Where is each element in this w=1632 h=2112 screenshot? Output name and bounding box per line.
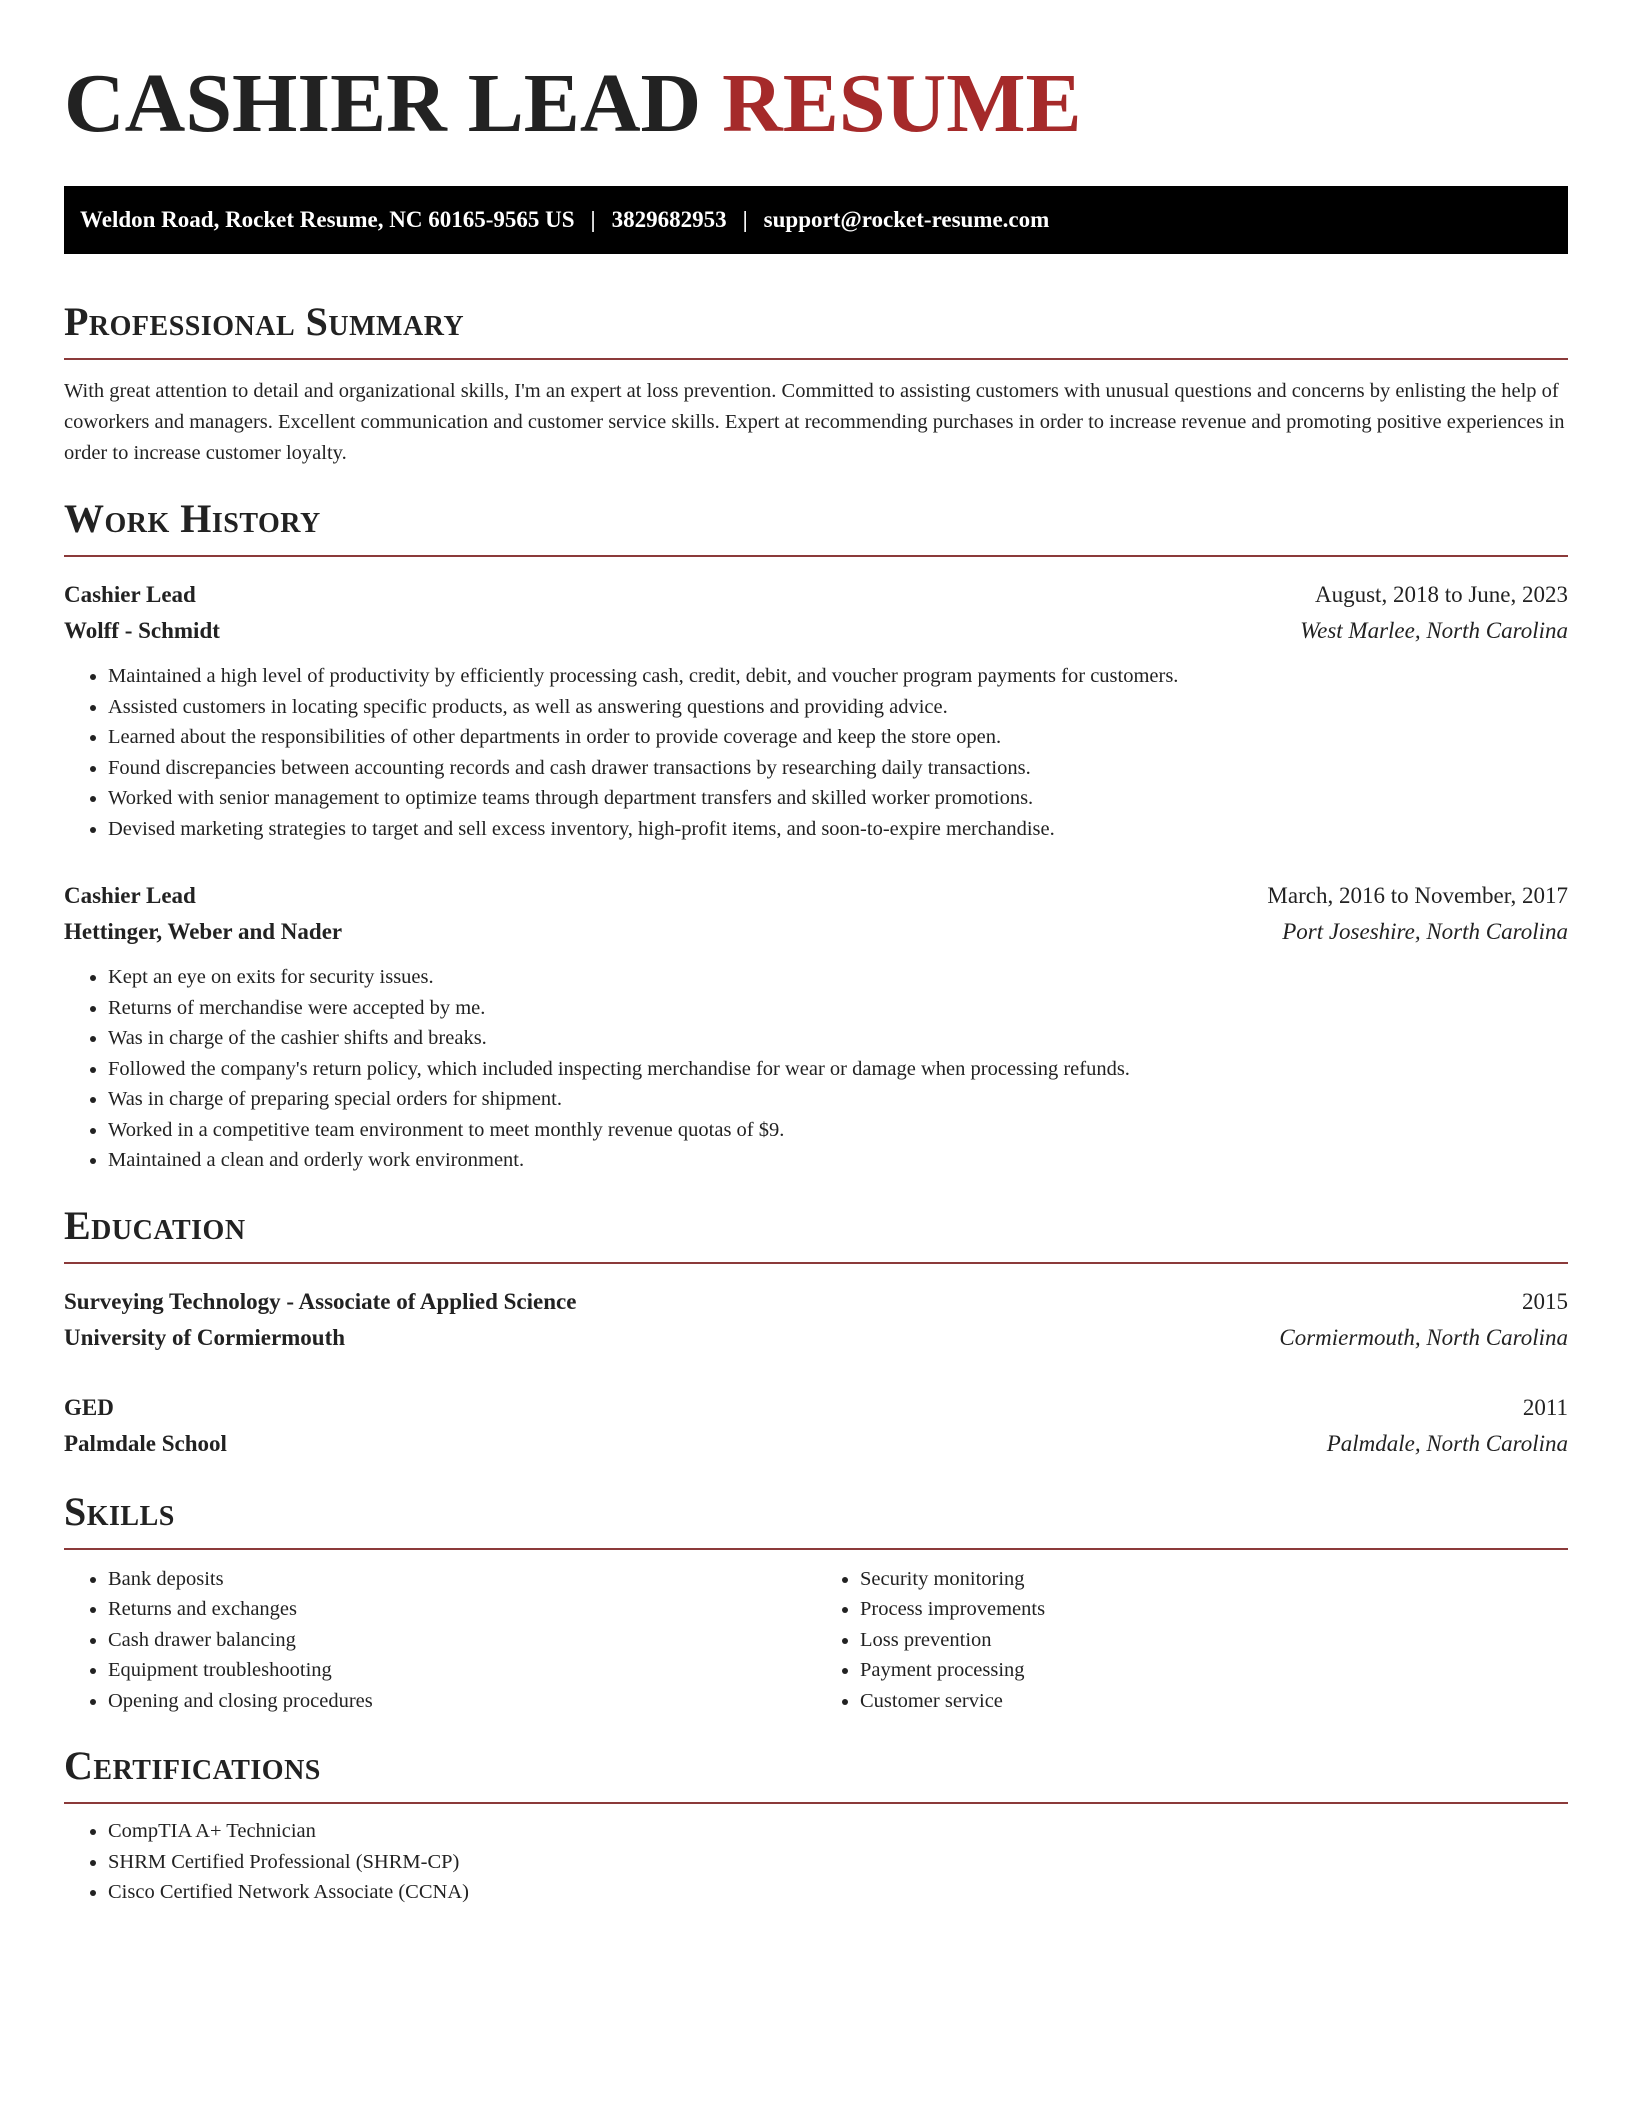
job-location: Port Joseshire, North Carolina (1282, 919, 1568, 944)
contact-phone: 3829682953 (611, 207, 727, 232)
work-history-section (64, 495, 1568, 1176)
title-main: CASHIER LEAD (64, 57, 702, 150)
list-item: • Returns of merchandise were accepted by me. (108, 993, 1568, 1024)
education-entry (64, 1390, 1568, 1462)
list-item: • Security monitoring (860, 1564, 1568, 1595)
education-year: 2015 (1522, 1288, 1568, 1314)
contact-bar (64, 186, 1568, 254)
job-bullets (64, 962, 1568, 1176)
job-entry (64, 577, 1568, 844)
section-heading: Skills (64, 1488, 1568, 1550)
education-section (64, 1202, 1568, 1462)
education-entry (64, 1284, 1568, 1356)
skills-list-left (64, 1564, 816, 1717)
job-company: Hettinger, Weber and Nader (64, 919, 343, 944)
resume-title (64, 56, 1568, 152)
summary-text: With great attention to detail and organizational skills, I'm an expert at loss prevention. Committed to assisting customers with unusual questions and concerns by enlisting the help of coworkers and managers. Excellent communication and customer service skills. Expert at recommending purchases in order to increase revenue and promoting positive experiences in order to increase customer loyalty. (64, 380, 1565, 464)
list-item: • Equipment troubleshooting (108, 1655, 816, 1686)
job-dates: August, 2018 to June, 2023 (1315, 582, 1568, 607)
contact-separator: | (742, 207, 748, 232)
education-degree: GED (64, 1394, 114, 1420)
job-company: Wolff - Schmidt (64, 618, 220, 643)
job-location: West Marlee, North Carolina (1300, 618, 1568, 643)
section-heading: Education (64, 1202, 1568, 1264)
list-item: • Returns and exchanges (108, 1594, 816, 1625)
summary-section (64, 298, 1568, 469)
list-item: • Assisted customers in locating specific products, as well as answering questions and providing advice. (108, 692, 1568, 723)
list-item: • CompTIA A+ Technician (108, 1816, 1568, 1847)
list-item: • Devised marketing strategies to target and sell excess inventory, high-profit items, and soon-to-expire merchandise. (108, 814, 1568, 845)
job-entry (64, 878, 1568, 1176)
list-item: • Process improvements (860, 1594, 1568, 1625)
list-item: • Customer service (860, 1686, 1568, 1717)
certifications-list (64, 1816, 1568, 1908)
list-item: • Cisco Certified Network Associate (CCNA) (108, 1877, 1568, 1908)
list-item: • Worked in a competitive team environment to meet monthly revenue quotas of $9. (108, 1115, 1568, 1146)
job-dates: March, 2016 to November, 2017 (1267, 883, 1568, 908)
contact-address: Weldon Road, Rocket Resume, NC 60165-9565 US (80, 207, 575, 232)
list-item: • Loss prevention (860, 1625, 1568, 1656)
list-item: • Followed the company's return policy, which included inspecting merchandise for wear or damage when processing refunds. (108, 1054, 1568, 1085)
contact-email: support@rocket-resume.com (763, 207, 1050, 232)
list-item: • Found discrepancies between accounting records and cash drawer transactions by researching daily transactions. (108, 753, 1568, 784)
list-item: • Cash drawer balancing (108, 1625, 816, 1656)
education-school-row (64, 1426, 1568, 1462)
job-company-row (64, 613, 1568, 649)
job-company-row (64, 914, 1568, 950)
job-title: Cashier Lead (64, 582, 196, 607)
list-item: • Maintained a clean and orderly work environment. (108, 1145, 1568, 1176)
education-location: Palmdale, North Carolina (1326, 1430, 1568, 1456)
education-degree-row (64, 1284, 1568, 1320)
section-heading: Professional Summary (64, 298, 1568, 360)
list-item: • Learned about the responsibilities of other departments in order to provide coverage and keep the store open. (108, 722, 1568, 753)
education-degree: Surveying Technology - Associate of Applied Science (64, 1288, 577, 1314)
section-heading: Work History (64, 495, 1568, 557)
list-item: • Bank deposits (108, 1564, 816, 1595)
education-degree-row (64, 1390, 1568, 1426)
list-item: • SHRM Certified Professional (SHRM-CP) (108, 1847, 1568, 1878)
education-school-row (64, 1320, 1568, 1356)
education-school: University of Cormiermouth (64, 1324, 346, 1350)
job-bullets (64, 661, 1568, 844)
education-year: 2011 (1522, 1394, 1568, 1420)
education-location: Cormiermouth, North Carolina (1279, 1324, 1568, 1350)
certifications-section (64, 1742, 1568, 1908)
title-accent: RESUME (722, 57, 1082, 150)
job-header-row (64, 577, 1568, 613)
skills-section (64, 1488, 1568, 1717)
list-item: • Payment processing (860, 1655, 1568, 1686)
list-item: • Kept an eye on exits for security issues. (108, 962, 1568, 993)
education-school: Palmdale School (64, 1430, 227, 1456)
skills-list-right (816, 1564, 1568, 1717)
section-heading: Certifications (64, 1742, 1568, 1804)
skills-grid (64, 1564, 1568, 1717)
list-item: • Was in charge of the cashier shifts and breaks. (108, 1023, 1568, 1054)
list-item: • Maintained a high level of productivity by efficiently processing cash, credit, debit, and voucher program payments for customers. (108, 661, 1568, 692)
job-title: Cashier Lead (64, 883, 196, 908)
contact-separator: | (590, 207, 596, 232)
list-item: • Opening and closing procedures (108, 1686, 816, 1717)
job-header-row (64, 878, 1568, 914)
list-item: • Worked with senior management to optimize teams through department transfers and skilled worker promotions. (108, 783, 1568, 814)
list-item: • Was in charge of preparing special orders for shipment. (108, 1084, 1568, 1115)
